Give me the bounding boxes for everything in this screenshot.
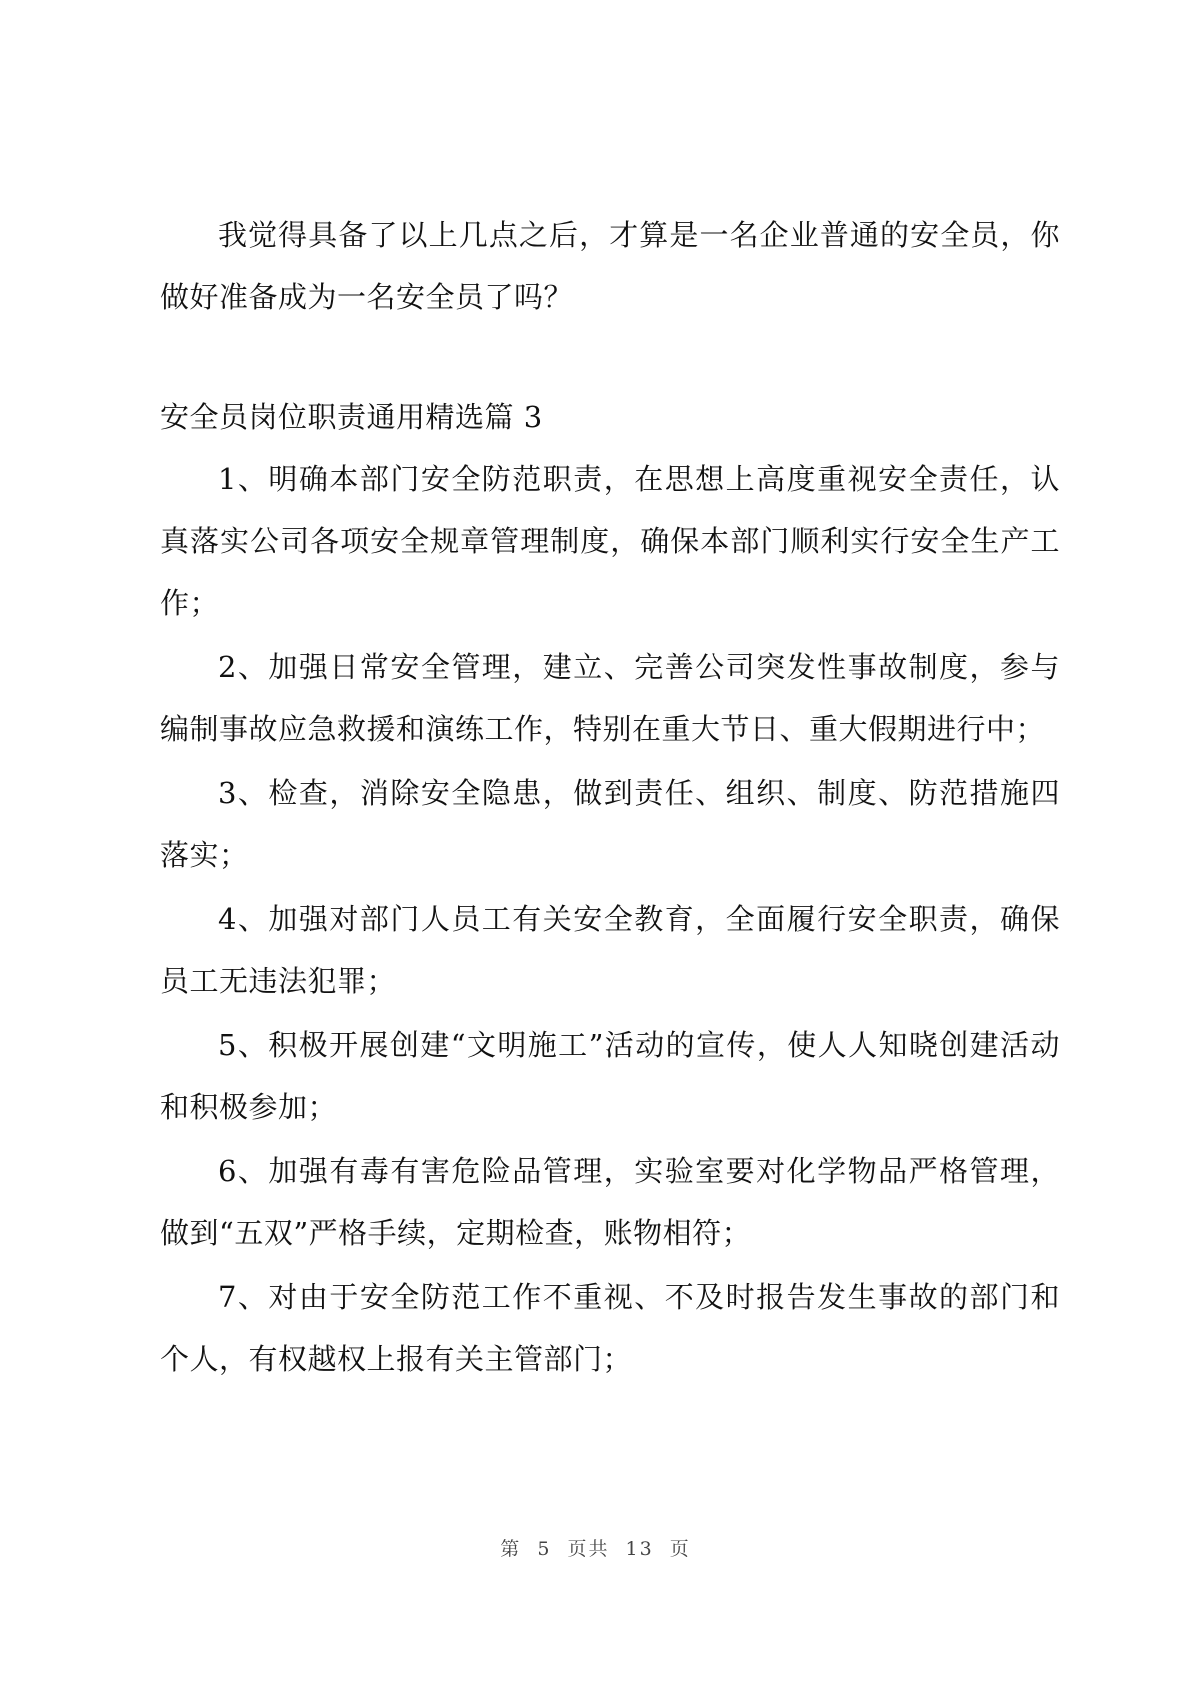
list-item: 3、检查，消除安全隐患，做到责任、组织、制度、防范措施四落实； [160, 776, 1060, 872]
section-block [160, 386, 1060, 1390]
intro-paragraph: 我觉得具备了以上几点之后，才算是一名企业普通的安全员，你做好准备成为一名安全员了吗？ [160, 218, 1060, 314]
duty-list [160, 448, 1060, 1390]
list-item: 5、积极开展创建“文明施工”活动的宣传，使人人知晓创建活动和积极参加； [160, 1028, 1060, 1124]
list-item: 6、加强有毒有害危险品管理，实验室要对化学物品严格管理，做到“五双”严格手续，定期检查，账物相符； [160, 1154, 1060, 1250]
list-item: 2、加强日常安全管理，建立、完善公司突发性事故制度，参与编制事故应急救援和演练工作，特别在重大节日、重大假期进行中； [160, 650, 1060, 746]
list-item: 1、明确本部门安全防范职责，在思想上高度重视安全责任，认真落实公司各项安全规章管理制度，确保本部门顺利实行安全生产工作； [160, 462, 1060, 620]
section-heading: 安全员岗位职责通用精选篇 3 [160, 400, 543, 434]
list-item: 4、加强对部门人员工有关安全教育，全面履行安全职责，确保员工无违法犯罪； [160, 902, 1060, 998]
intro-block [160, 204, 1060, 328]
list-item: 7、对由于安全防范工作不重视、不及时报告发生事故的部门和个人，有权越权上报有关主管部门； [160, 1280, 1060, 1376]
page-footer: 第 5 页共 13 页 [500, 1538, 691, 1560]
